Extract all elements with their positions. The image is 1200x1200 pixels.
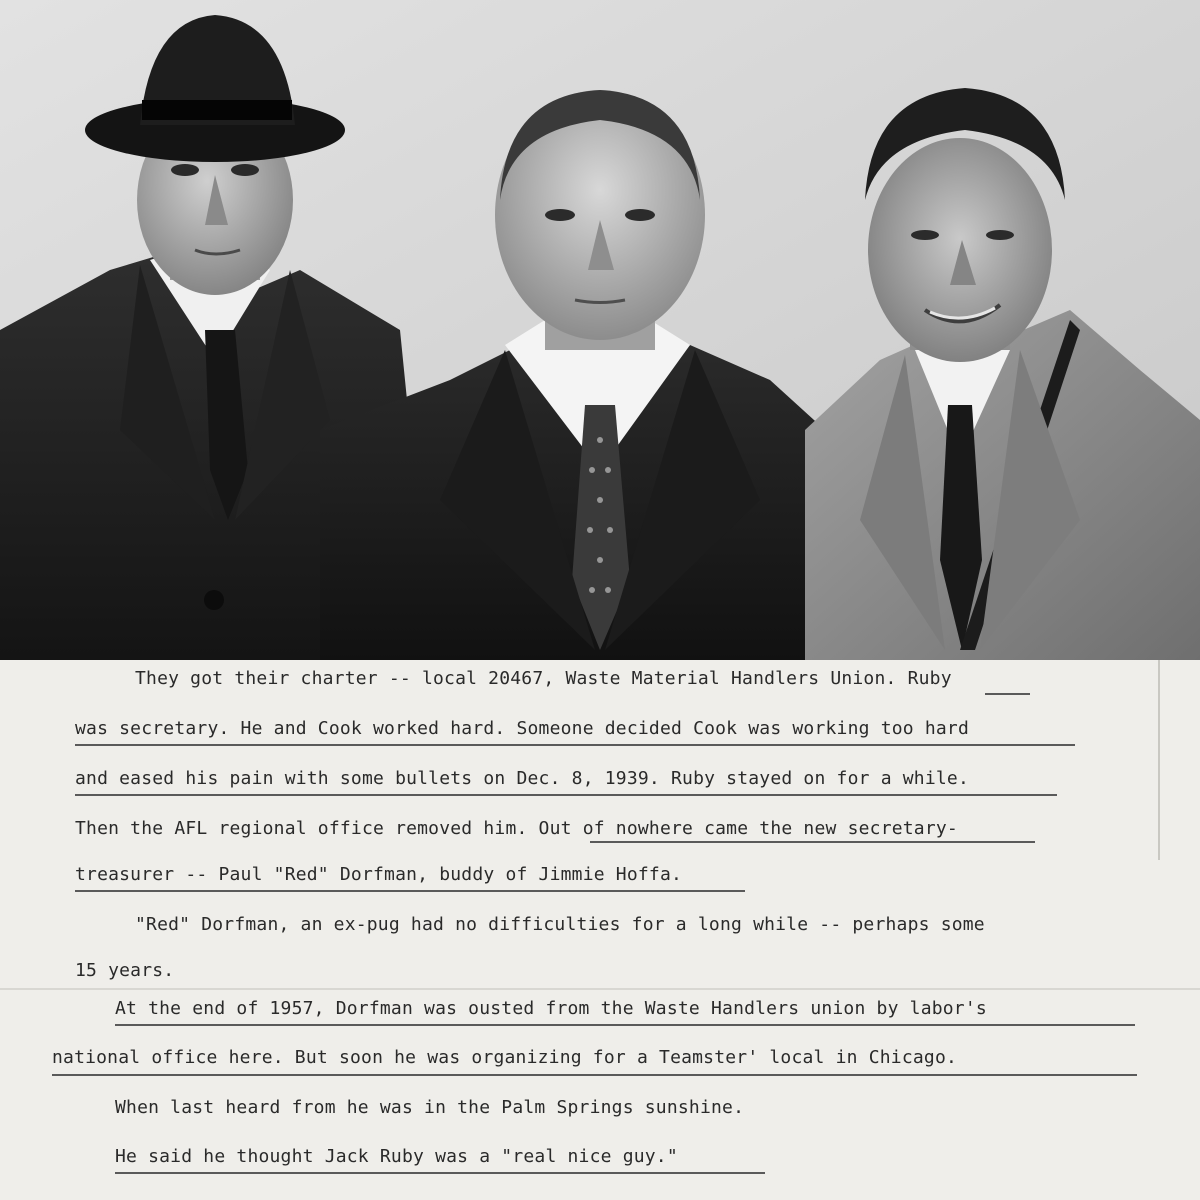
doc-line-1: They got their charter -- local 20467, Waste Material Handlers Union. Ruby [135, 668, 952, 689]
doc-line-3: and eased his pain with some bullets on Dec. 8, 1939. Ruby stayed on for a while. [75, 768, 969, 789]
doc-line-5: treasurer -- Paul "Red" Dorfman, buddy of Jimmie Hoffa. [75, 864, 683, 885]
doc-line-6: "Red" Dorfman, an ex-pug had no difficulties for a long while -- perhaps some [135, 914, 985, 935]
doc-line-4: Then the AFL regional office removed him. Out of nowhere came the new secretary- [75, 818, 958, 839]
doc-line-10: When last heard from he was in the Palm Springs sunshine. [115, 1097, 745, 1118]
doc-line-8: At the end of 1957, Dorfman was ousted from the Waste Handlers union by labor's [115, 998, 987, 1019]
underline [52, 1074, 1137, 1076]
underline [115, 1024, 1135, 1026]
underline [590, 841, 1035, 843]
paper-seam [0, 988, 1200, 990]
underline [75, 890, 745, 892]
doc-line-2: was secretary. He and Cook worked hard. Someone decided Cook was working too hard [75, 718, 969, 739]
underline [115, 1172, 765, 1174]
doc-line-11: He said he thought Jack Ruby was a "real nice guy." [115, 1146, 678, 1167]
paper-fold [1158, 660, 1160, 860]
underline [75, 794, 1057, 796]
typewritten-document [0, 660, 1200, 1200]
doc-line-9: national office here. But soon he was organizing for a Teamster' local in Chicago. [52, 1047, 958, 1068]
doc-line-7: 15 years. [75, 960, 175, 981]
underline [75, 744, 1075, 746]
underline [985, 693, 1030, 695]
